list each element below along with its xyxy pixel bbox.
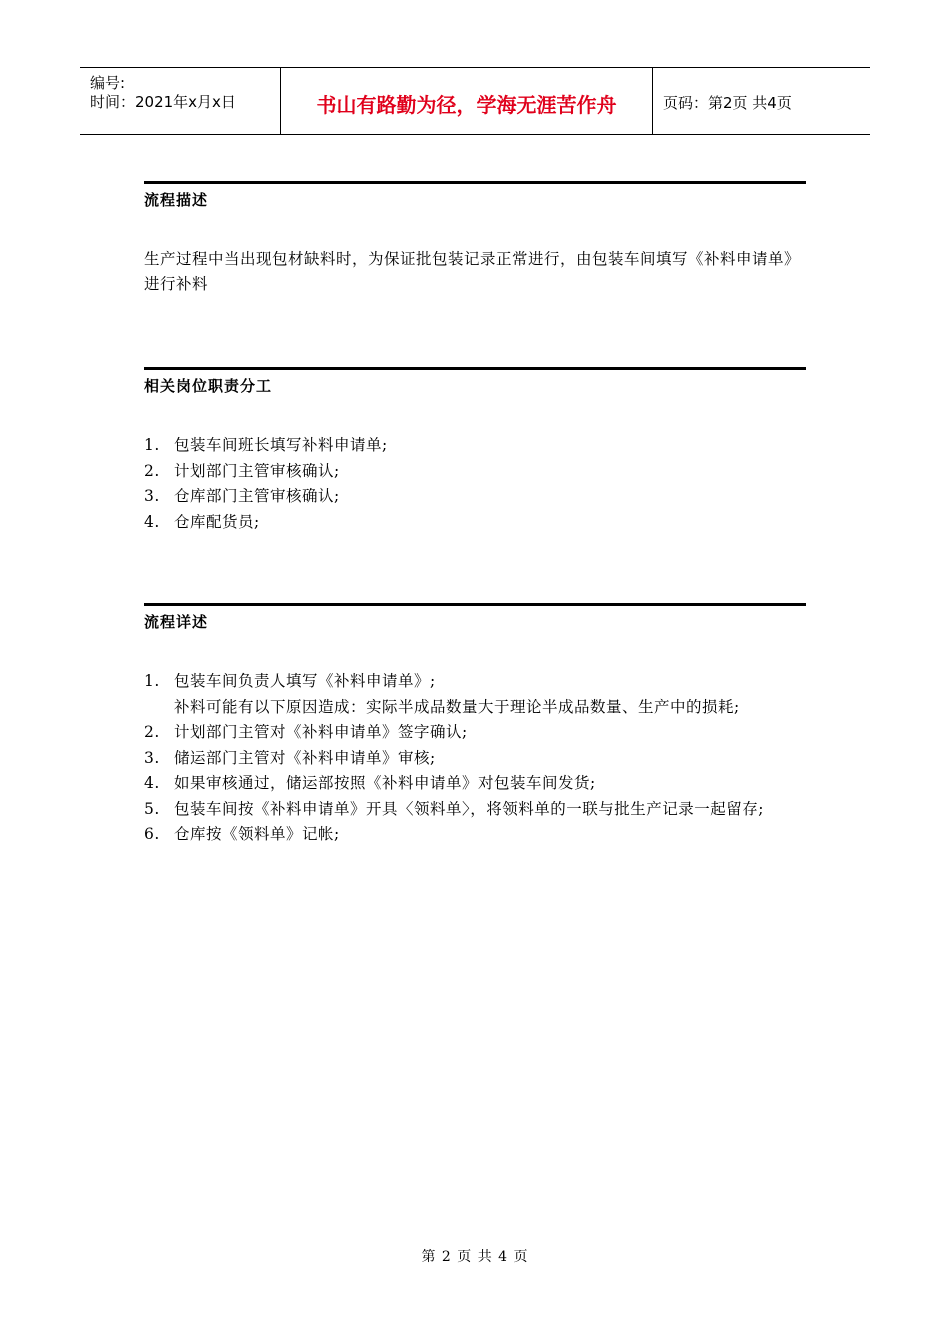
list-item <box>144 720 808 746</box>
section-title: 相关岗位职责分工 <box>144 377 273 395</box>
page-header <box>80 67 870 135</box>
item-text: 计划部门主管审核确认; <box>174 461 340 480</box>
item-number: 3. <box>144 748 160 767</box>
item-number: 2. <box>144 461 160 480</box>
item-text <box>174 669 808 720</box>
item-number: 1. <box>144 436 160 454</box>
list-item <box>144 797 808 823</box>
item-number: 2. <box>144 723 160 741</box>
list-item <box>144 459 808 485</box>
date-label: 时间：2021年x月x日 <box>90 93 236 111</box>
list-item <box>144 484 808 510</box>
section-title: 流程详述 <box>144 613 209 631</box>
item-text: 仓库配货员; <box>174 512 260 531</box>
item-text: 包装车间班长填写补料申请单; <box>174 436 388 454</box>
item-text: 如果审核通过，储运部按照《补料申请单》对包装车间发货; <box>174 774 596 792</box>
list-item <box>144 669 808 720</box>
list-item <box>144 433 808 459</box>
process-description-text: 生产过程中当出现包材缺料时，为保证批包装记录正常进行，由包装车间填写《补料申请单》进行补料 <box>144 250 801 293</box>
list-item <box>144 822 808 848</box>
header-motto: 书山有路勤为径，学海无涯苦作舟 <box>281 68 653 134</box>
item-number: 5. <box>144 799 160 818</box>
item-number: 3. <box>144 487 160 505</box>
section-process-description <box>144 181 806 210</box>
item-number: 1. <box>144 672 160 690</box>
item-number: 6. <box>144 825 160 843</box>
item-text: 储运部门主管对《补料申请单》审核; <box>174 748 436 767</box>
list-item <box>144 771 808 797</box>
serial-label: 编号: <box>90 74 126 92</box>
item-text: 计划部门主管对《补料申请单》签字确认; <box>174 723 468 741</box>
section-role-responsibilities <box>144 367 806 396</box>
item-number: 4. <box>144 774 160 792</box>
item-text: 包装车间按《补料申请单》开具〈领料单〉，将领料单的一联与批生产记录一起留存; <box>174 799 764 818</box>
header-page-code: 页码：第2页 共4页 <box>663 93 792 112</box>
role-list <box>144 433 808 535</box>
item-text: 仓库按《领料单》记帐; <box>174 825 340 843</box>
item-sub-text: 补料可能有以下原因造成：实际半成品数量大于理论半成品数量、生产中的损耗; <box>174 697 740 716</box>
section-process-detail <box>144 603 806 632</box>
list-item <box>144 510 808 536</box>
detail-list <box>144 669 808 848</box>
item-main-text: 包装车间负责人填写《补料申请单》; <box>174 672 436 690</box>
item-text: 仓库部门主管审核确认; <box>174 487 340 505</box>
list-item <box>144 746 808 772</box>
item-number: 4. <box>144 512 160 531</box>
section-title: 流程描述 <box>144 191 209 209</box>
header-meta <box>80 68 281 134</box>
page-footer: 第 2 页 共 4 页 <box>421 1249 529 1265</box>
